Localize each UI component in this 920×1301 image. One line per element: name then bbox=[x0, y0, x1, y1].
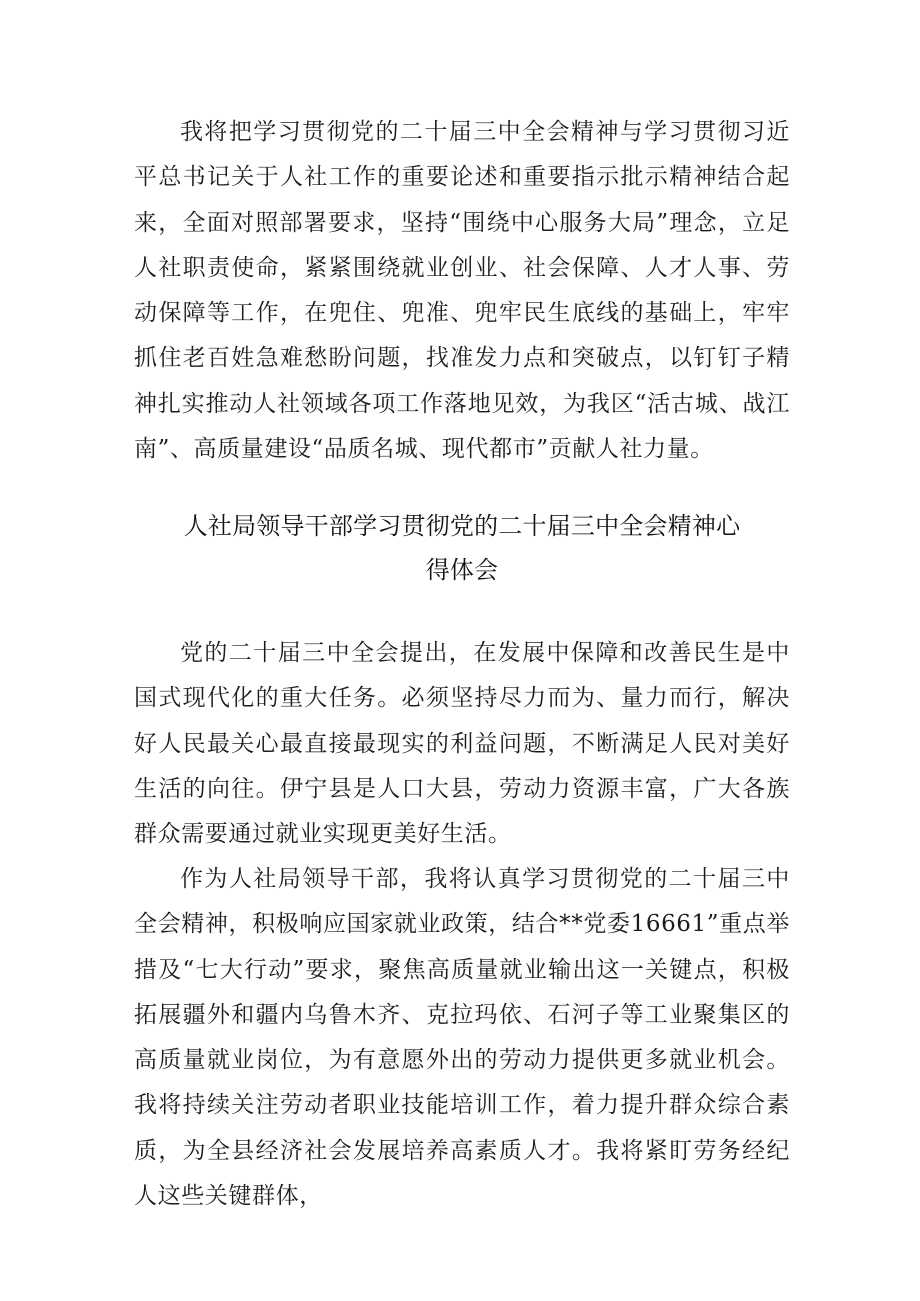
article-title bbox=[134, 504, 790, 592]
article-title-line-2: 得体会 bbox=[425, 556, 499, 584]
body-paragraph-2: 作为人社局领导干部，我将认真学习贯彻党的二十届三中全会精神，积极响应国家就业政策，结合**党委16661”重点举措及“七大行动”要求，聚焦高质量就业输出这一关键点，积极拓展疆外和疆内乌鲁木齐、克拉玛依、石河子等工业聚集区的高质量就业岗位，为有意愿外出的劳动力提供更多就业机会。我将持续关注劳动者职业技能培训工作，着力提升群众综合素质，为全县经济社会发展培养高素质人才。我将紧盯劳务经纪人这些关键群体， bbox=[134, 866, 790, 1210]
article-title-line-1: 人社局领导干部学习贯彻党的二十届三中全会精神心 bbox=[183, 512, 741, 540]
intro-paragraph: 我将把学习贯彻党的二十届三中全会精神与学习贯彻习近平总书记关于人社工作的重要论述和重要指示批示精神结合起来，全面对照部署要求，坚持“围绕中心服务大局”理念，立足人社职责使命，紧紧围绕就业创业、社会保障、人才人事、劳动保障等工作，在兜住、兜准、兜牢民生底线的基础上，牢牢抓住老百姓急难愁盼问题，找准发力点和突破点，以钉钉子精神扎实推动人社领域各项工作落地见效，为我区“活古城、战江南”、高质量建设“品质名城、现代都市”贡献人社力量。 bbox=[134, 119, 790, 463]
body-paragraph-1: 党的二十届三中全会提出，在发展中保障和改善民生是中国式现代化的重大任务。必须坚持尽力而为、量力而行，解决好人民最关心最直接最现实的利益问题，不断满足人民对美好生活的向往。伊宁县是人口大县，劳动力资源丰富，广大各族群众需要通过就业实现更美好生活。 bbox=[134, 640, 790, 848]
